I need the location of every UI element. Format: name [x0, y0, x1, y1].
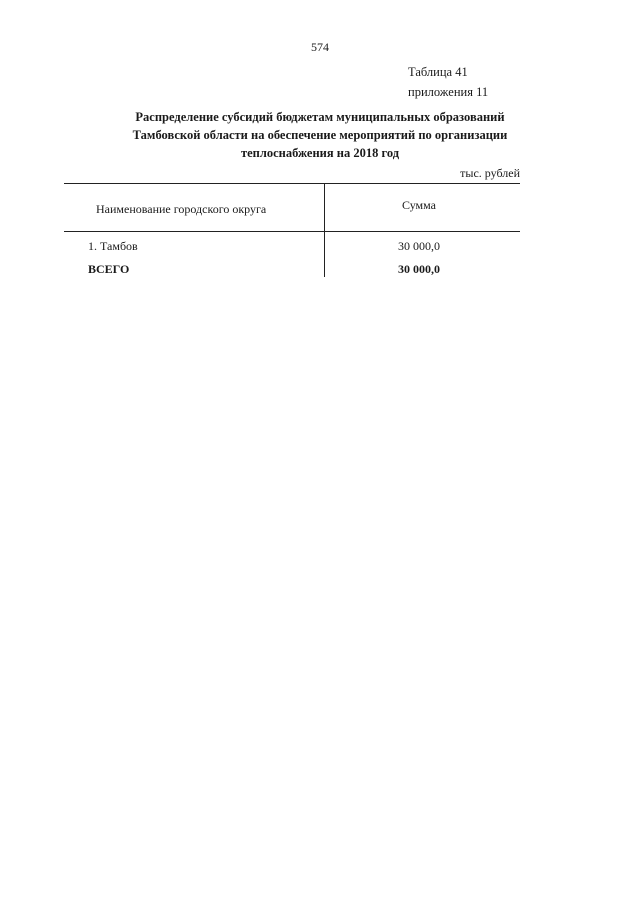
total-row-sum: 30 000,0 [398, 262, 440, 276]
title-line-3: теплоснабжения на 2018 год [240, 146, 400, 160]
document-title [70, 108, 570, 162]
table-column-divider [324, 183, 325, 277]
total-row-name: ВСЕГО [88, 262, 130, 276]
table-row-sum: 30 000,0 [398, 239, 440, 253]
table-reference-line-1: Таблица 41 [408, 65, 468, 79]
table-reference-line-2: приложения 11 [408, 85, 489, 99]
table-reference [408, 62, 488, 102]
table-row-name: 1. Тамбов [88, 239, 138, 253]
units-label: тыс. рублей [460, 166, 520, 180]
header-sum: Сумма [402, 198, 436, 212]
table-top-border [64, 183, 520, 184]
header-name: Наименование городского округа [96, 202, 267, 216]
page-number: 574 [311, 40, 329, 54]
title-line-2: Тамбовской области на обеспечение мероприятий по организации [132, 128, 508, 142]
title-line-1: Распределение субсидий бюджетам муниципальных образований [135, 110, 505, 124]
table-header-border [64, 231, 520, 232]
